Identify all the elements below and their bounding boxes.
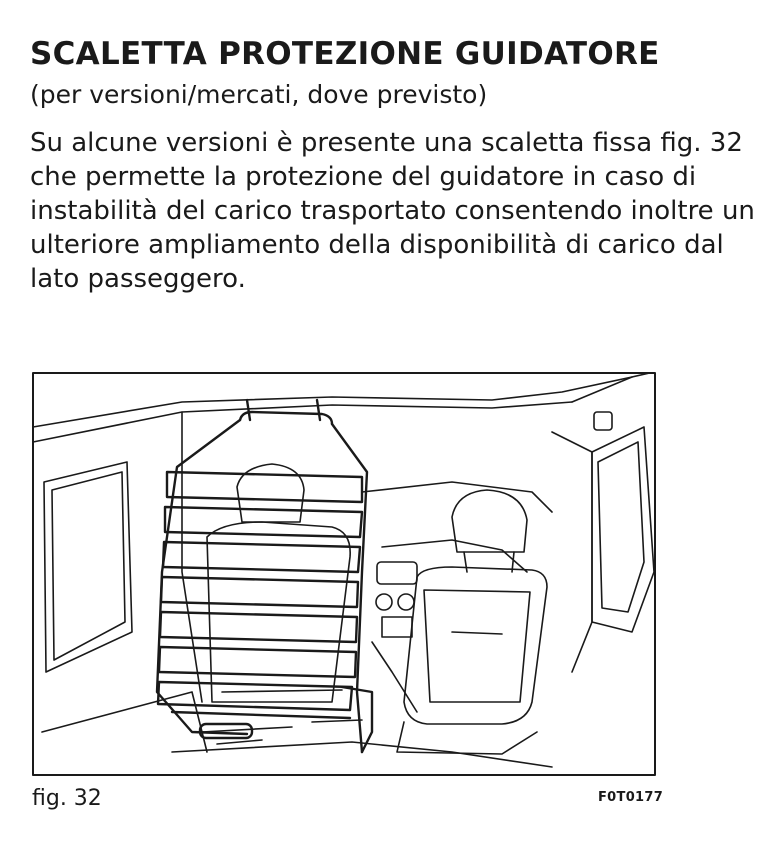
protection-ladder xyxy=(157,400,372,752)
driver-protection-ladder-icon xyxy=(32,372,656,776)
figure-illustration xyxy=(32,372,656,776)
figure-caption: fig. 32 xyxy=(32,786,102,811)
page-title: SCALETTA PROTEZIONE GUIDATORE xyxy=(30,36,660,72)
body-paragraph: Su alcune versioni è presente una scaletta fissa fig. 32 che permette la protezione del guidatore in caso di instabilità del carico trasportato consentendo inoltre un ulteriore ampliamento della disponibilità di carico dal lato passeggero. xyxy=(30,128,755,294)
figure-code: F0T0177 xyxy=(598,790,664,805)
page-subtitle: (per versioni/mercati, dove previsto) xyxy=(30,80,488,109)
passenger-seat xyxy=(397,490,547,754)
van-interior xyxy=(33,372,654,775)
